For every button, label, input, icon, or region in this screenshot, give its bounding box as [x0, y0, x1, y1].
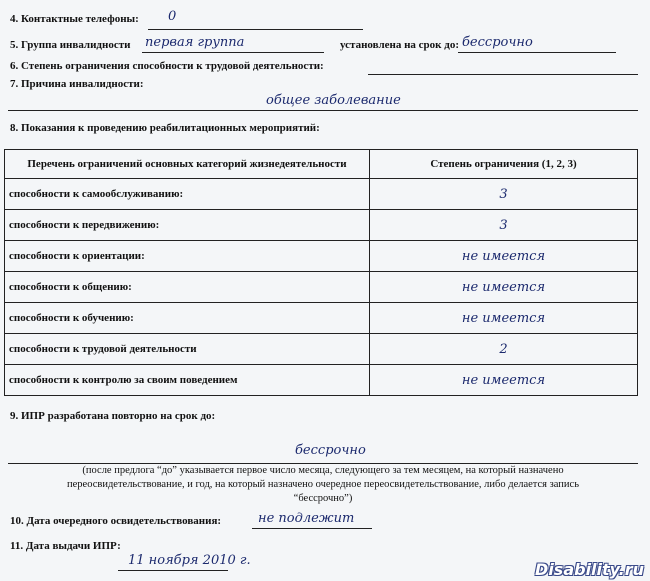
row-degree: не имеется	[370, 365, 638, 396]
table-header-degree: Степень ограничения (1, 2, 3)	[370, 150, 638, 179]
row-degree: 3	[370, 179, 638, 210]
table-row	[5, 272, 638, 303]
issue-date-value: 11 ноября 2010 г.	[128, 553, 251, 568]
limitations-table	[4, 149, 638, 396]
row-degree: 2	[370, 334, 638, 365]
table-row	[5, 241, 638, 272]
disability-group-label: 5. Группа инвалидности	[10, 39, 131, 51]
rehab-indications-label: 8. Показания к проведению реабилитационных мероприятий:	[10, 122, 320, 134]
contact-phones-label: 4. Контактные телефоны:	[10, 13, 139, 25]
row-category: способности к контролю за своим поведением	[5, 365, 370, 396]
table-row	[5, 365, 638, 396]
table-header-categories: Перечень ограничений основных категорий жизнедеятельности	[5, 150, 370, 179]
row-degree: 3	[370, 210, 638, 241]
disability-group-line	[142, 52, 324, 53]
term-label: установлена на срок до:	[340, 39, 459, 51]
disability-cause-value: общее заболевание	[266, 93, 401, 108]
note-line-1: (после предлога “до” указывается первое число месяца, следующего за тем месяцем, на который назначено	[82, 465, 564, 476]
contact-phones-value: 0	[168, 9, 177, 24]
table-row	[5, 334, 638, 365]
note-line-2: переосвидетельствование, и год, на который назначено очередное переосвидетельствование, либо делается запись	[67, 479, 579, 490]
note-line-3: “бессрочно”)	[293, 493, 353, 504]
ipr-repeat-value: бессрочно	[295, 443, 366, 458]
disability-cause-label: 7. Причина инвалидности:	[10, 78, 144, 90]
next-exam-date-value: не подлежит	[258, 511, 355, 526]
row-category: способности к самообслуживанию:	[5, 179, 370, 210]
table-row	[5, 210, 638, 241]
term-value: бессрочно	[462, 35, 533, 50]
work-ability-line	[368, 74, 638, 75]
disability-cause-line	[8, 110, 638, 111]
next-exam-date-label: 10. Дата очередного освидетельствования:	[10, 515, 222, 527]
table-row	[5, 303, 638, 334]
site-watermark: Disability.ru	[535, 560, 644, 579]
row-category: способности к передвижению:	[5, 210, 370, 241]
row-category: способности к трудовой деятельности	[5, 334, 370, 365]
row-degree: не имеется	[370, 303, 638, 334]
issue-date-line	[118, 570, 228, 571]
disability-group-value: первая группа	[145, 35, 245, 50]
table-header-row	[5, 150, 638, 179]
row-degree: не имеется	[370, 241, 638, 272]
next-exam-date-line	[252, 528, 372, 529]
row-category: способности к ориентации:	[5, 241, 370, 272]
work-ability-label: 6. Степень ограничения способности к трудовой деятельности:	[10, 60, 324, 72]
table-row	[5, 179, 638, 210]
row-category: способности к общению:	[5, 272, 370, 303]
issue-date-label: 11. Дата выдачи ИПР:	[10, 540, 121, 552]
ipr-repeat-label: 9. ИПР разработана повторно на срок до:	[10, 410, 216, 422]
term-line	[458, 52, 616, 53]
contact-phones-line	[148, 29, 363, 30]
row-category: способности к обучению:	[5, 303, 370, 334]
ipr-repeat-note	[8, 464, 638, 506]
row-degree: не имеется	[370, 272, 638, 303]
